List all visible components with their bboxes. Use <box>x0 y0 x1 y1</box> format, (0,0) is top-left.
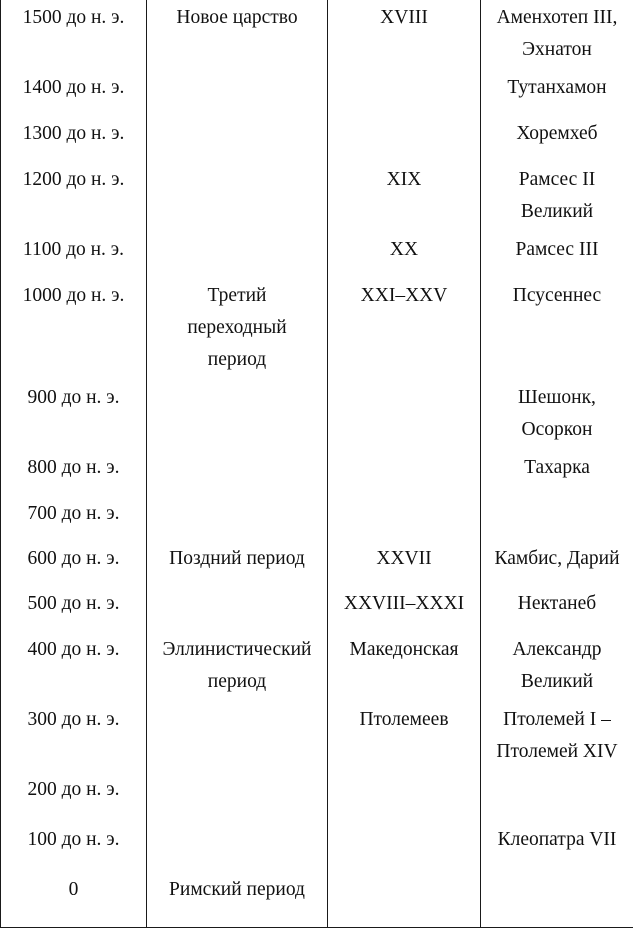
period-cell <box>147 450 328 496</box>
year-cell: 600 до н. э. <box>1 541 147 586</box>
period-cell <box>147 70 328 116</box>
ruler-cell <box>481 496 633 541</box>
dynasty-cell: XXI–XXV <box>328 278 481 380</box>
ruler-cell: Рамсес III <box>481 232 633 278</box>
period-cell <box>147 632 328 702</box>
year-cell: 500 до н. э. <box>1 586 147 632</box>
period-cell-text: Третий переходный период <box>175 280 300 376</box>
table-row <box>1 632 633 702</box>
year-cell: 1200 до н. э. <box>1 162 147 232</box>
ruler-cell-text: Рамсес II Великий <box>482 164 632 228</box>
year-cell: 700 до н. э. <box>1 496 147 541</box>
table-row <box>1 278 633 380</box>
year-cell: 300 до н. э. <box>1 702 147 772</box>
period-cell <box>147 162 328 232</box>
period-cell <box>147 380 328 450</box>
period-cell <box>147 116 328 162</box>
period-cell: Поздний период <box>147 541 328 586</box>
ruler-cell: Псусеннес <box>481 278 633 380</box>
table-row <box>1 232 633 278</box>
ruler-cell <box>481 162 633 232</box>
ruler-cell <box>481 772 633 822</box>
ruler-cell: Тутанхамон <box>481 70 633 116</box>
year-cell: 200 до н. э. <box>1 772 147 822</box>
year-cell: 900 до н. э. <box>1 380 147 450</box>
dynasty-cell: Македонская <box>328 632 481 702</box>
table-row <box>1 450 633 496</box>
dynasty-cell <box>328 872 481 927</box>
period-cell <box>147 702 328 772</box>
year-cell: 400 до н. э. <box>1 632 147 702</box>
table-row <box>1 496 633 541</box>
dynasty-cell: XX <box>328 232 481 278</box>
year-cell: 1100 до н. э. <box>1 232 147 278</box>
period-cell <box>147 822 328 872</box>
ruler-cell <box>481 632 633 702</box>
ruler-cell: Тахарка <box>481 450 633 496</box>
ruler-cell-text: Птолемей I – Птолемей XIV <box>487 704 627 768</box>
dynasty-cell <box>328 70 481 116</box>
dynasty-cell <box>328 450 481 496</box>
year-cell: 1000 до н. э. <box>1 278 147 380</box>
dynasty-cell <box>328 496 481 541</box>
dynasty-cell: XXVIII–XXXI <box>328 586 481 632</box>
table-row <box>1 162 633 232</box>
ruler-cell: Нектанеб <box>481 586 633 632</box>
dynasty-cell: XIX <box>328 162 481 232</box>
ruler-cell-text: Александр Великий <box>482 634 632 698</box>
dynasty-cell: Птолемеев <box>328 702 481 772</box>
period-cell-text: Эллинистический период <box>162 634 312 698</box>
dynasty-cell: XVIII <box>328 0 481 70</box>
dynasty-cell: XXVII <box>328 541 481 586</box>
chronology-table-body <box>1 0 633 927</box>
ruler-cell: Камбис, Дарий <box>481 541 633 586</box>
table-row <box>1 380 633 450</box>
ruler-cell: Хоремхеб <box>481 116 633 162</box>
ruler-cell <box>481 0 633 70</box>
table-row <box>1 586 633 632</box>
year-cell: 100 до н. э. <box>1 822 147 872</box>
table-row <box>1 0 633 70</box>
dynasty-cell <box>328 116 481 162</box>
dynasty-cell <box>328 380 481 450</box>
ruler-cell: Клеопатра VII <box>481 822 633 872</box>
table-row <box>1 702 633 772</box>
period-cell: Римский период <box>147 872 328 927</box>
table-row <box>1 822 633 872</box>
period-cell <box>147 232 328 278</box>
year-cell: 1500 до н. э. <box>1 0 147 70</box>
ruler-cell-text: Шешонк, Осоркон <box>502 382 612 446</box>
period-cell <box>147 586 328 632</box>
table-row <box>1 541 633 586</box>
period-cell <box>147 278 328 380</box>
year-cell: 1400 до н. э. <box>1 70 147 116</box>
table-row <box>1 116 633 162</box>
year-cell: 800 до н. э. <box>1 450 147 496</box>
period-cell <box>147 496 328 541</box>
period-cell: Новое царство <box>147 0 328 70</box>
table-row <box>1 872 633 927</box>
period-cell <box>147 772 328 822</box>
ruler-cell <box>481 872 633 927</box>
table-row <box>1 70 633 116</box>
dynasty-cell <box>328 822 481 872</box>
ruler-cell-text: Аменхотеп III, Эхнатон <box>482 2 632 66</box>
ruler-cell <box>481 380 633 450</box>
dynasty-cell <box>328 772 481 822</box>
table-row <box>1 772 633 822</box>
year-cell: 1300 до н. э. <box>1 116 147 162</box>
year-cell: 0 <box>1 872 147 927</box>
ruler-cell <box>481 702 633 772</box>
